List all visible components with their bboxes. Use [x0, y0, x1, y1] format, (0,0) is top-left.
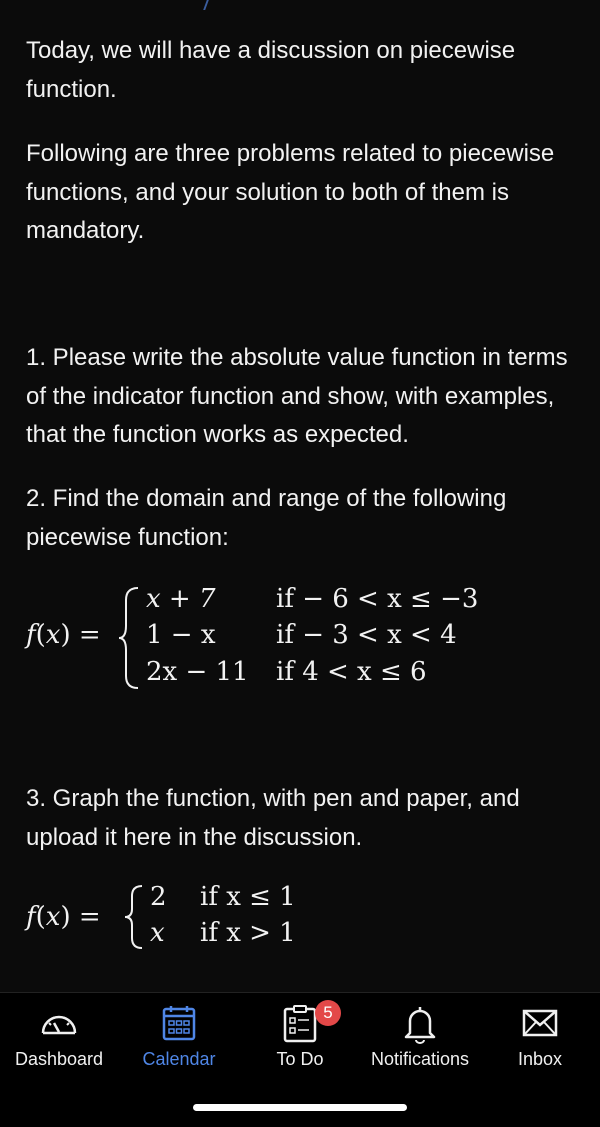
inbox-icon: [520, 1003, 560, 1048]
left-brace-2: [124, 884, 144, 950]
bell-icon: [402, 1003, 438, 1050]
tab-calendar-label: Calendar: [142, 1049, 216, 1069]
case-b-cond: if x > 1: [200, 918, 296, 948]
dashboard-icon: [37, 1003, 81, 1048]
tab-notifications[interactable]: [360, 993, 480, 1083]
tab-calendar[interactable]: [118, 993, 240, 1083]
case-2-expr: 1 − x: [146, 620, 216, 650]
case-2-cond: if − 3 < x < 4: [276, 620, 457, 650]
calendar-icon: [161, 1003, 197, 1048]
problem-1-text: 1. Please write the absolute value function in terms of the indicator function and show, with examples, that the function works as expected.: [26, 344, 568, 448]
piecewise-equation-2: f(x) = 2 if x ≤ 1 x if x > 1: [26, 882, 296, 948]
todo-badge: 5: [315, 1000, 341, 1026]
case-3-cond: if 4 < x ≤ 6: [276, 657, 427, 687]
case-a-expr: 2: [150, 882, 167, 912]
problem-2-text: 2. Find the domain and range of the following piecewise function:: [26, 485, 507, 551]
case-1-cond: if − 6 < x ≤ −3: [276, 584, 479, 614]
problem-3-text: 3. Graph the function, with pen and paper, and upload it here in the discussion.: [26, 785, 520, 851]
tab-todo[interactable]: [240, 993, 360, 1083]
home-indicator: [193, 1104, 407, 1111]
tab-todo-label: To Do: [276, 1049, 324, 1069]
tab-notifications-label: Notifications: [370, 1049, 470, 1069]
tab-inbox[interactable]: [480, 993, 600, 1083]
case-a-cond: if x ≤ 1: [200, 882, 296, 912]
piecewise-equation-1: f(x) = x + 7 if − 6 < x ≤ −3 1 − x if − 3 < x < 4 2x − 11 if 4 < x ≤ 6: [26, 578, 546, 693]
case-b-expr: x: [150, 918, 165, 948]
cursor-mark: [203, 0, 213, 10]
instructions-text: Following are three problems related to piecewise functions, and your solution to both of them is mandatory.: [26, 140, 555, 244]
case-3-expr: 2x − 11: [146, 657, 249, 687]
left-brace-1: [118, 586, 140, 690]
tab-inbox-label: Inbox: [517, 1049, 563, 1069]
tab-dashboard-label: Dashboard: [14, 1049, 104, 1069]
todo-icon: [282, 1003, 318, 1050]
case-1-expr: x + 7: [146, 584, 216, 614]
tab-dashboard[interactable]: [0, 993, 118, 1083]
intro-text: Today, we will have a discussion on piecewise function.: [26, 37, 516, 103]
